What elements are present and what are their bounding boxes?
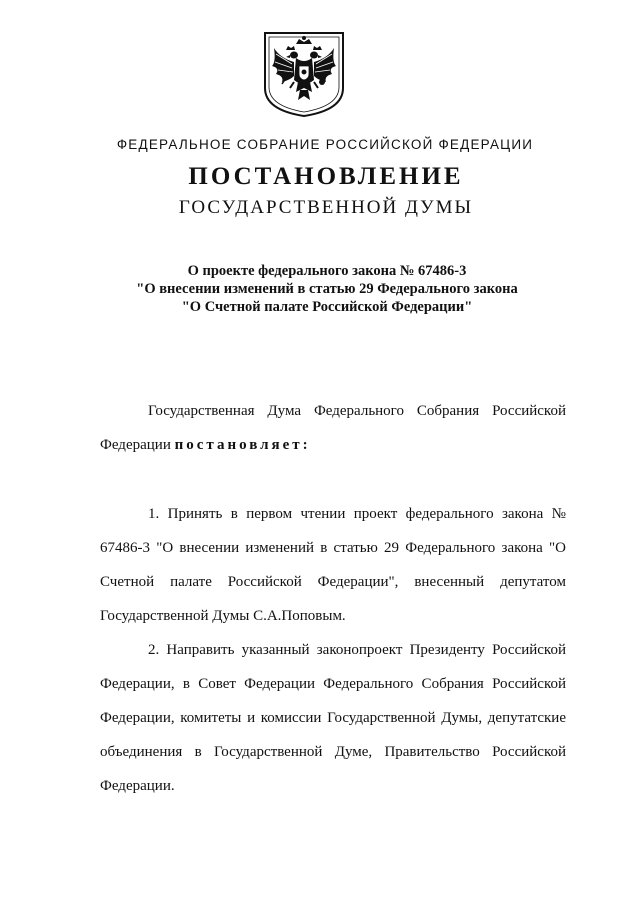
issuer-name: ГОСУДАРСТВЕННОЙ ДУМЫ — [178, 197, 474, 218]
document-subject — [0, 262, 640, 316]
resolution-item-2: 2. Направить указанный законопроект Президенту Российской Федерации, в Совет Федерации Федерального Собрания Российской Федерации, комитеты и комиссии Государственной Думы, депутатские объединения в Государственной Думе, Правительство Российской Федерации. — [100, 642, 566, 794]
resolution-item-1: 1. Принять в первом чтении проект федерального закона № 67486-3 "О внесении изменений в статью 29 Федерального закона "О Счетной палате Российской Федерации", внесенный депутатом Государственной Думы С.А.Поповым. — [100, 506, 566, 624]
document-type: ПОСТАНОВЛЕНИЕ — [188, 163, 464, 190]
intro-text: Государственная Дума Федерального Собрания Российской Федерации — [100, 403, 566, 453]
subject-line-3: "О Счетной палате Российской Федерации" — [181, 299, 473, 315]
resolves-word: постановляет: — [174, 437, 311, 453]
subject-line-1: О проекте федерального закона № 67486-3 — [187, 263, 467, 279]
resolution-intro — [100, 394, 566, 462]
russian-coat-of-arms-icon — [262, 30, 346, 118]
chamber-name: ФЕДЕРАЛЬНОЕ СОБРАНИЕ РОССИЙСКОЙ ФЕДЕРАЦИИ — [116, 137, 534, 152]
subject-line-2: "О внесении изменений в статью 29 Федерального закона — [136, 281, 518, 297]
